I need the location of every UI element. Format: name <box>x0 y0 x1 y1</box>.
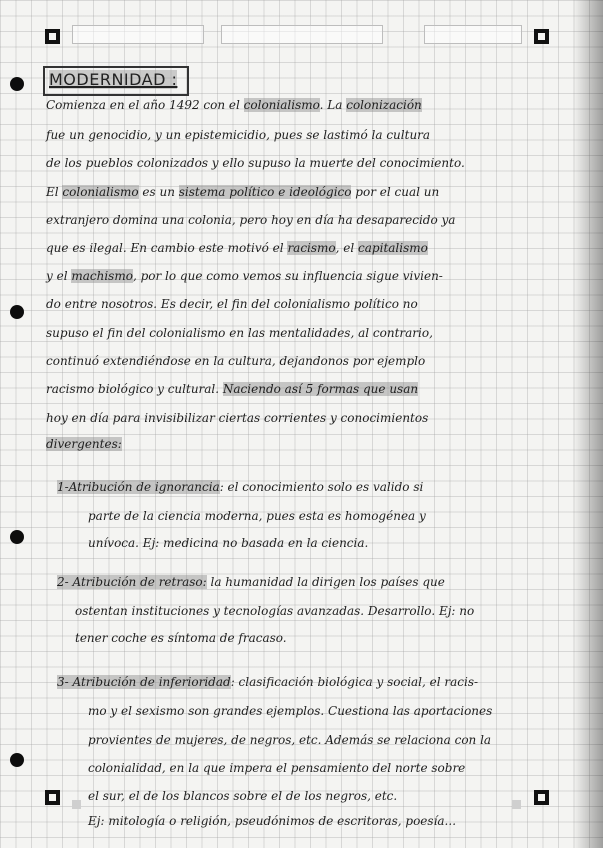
binder-hole-4 <box>10 753 24 767</box>
footer-square-left <box>72 800 81 809</box>
intro-line-5: extranjero domina una colonia, pero hoy en día ha desaparecido ya <box>46 213 456 227</box>
item-3-line-4: colonialidad, en la que impera el pensamiento del norte sobre <box>88 761 466 775</box>
intro-line-6: que es ilegal. En cambio este motivó el racismo, el capitalismo <box>46 241 428 255</box>
corner-marker-top-left <box>45 29 60 44</box>
intro-line-1: Comienza en el año 1492 con el colonialismo. La colonización <box>46 98 422 112</box>
intro-line-9: supuso el fin del colonialismo en las mentalidades, al contrario, <box>46 326 433 340</box>
item-3-line-2: mo y el sexismo son grandes ejemplos. Cuestiona las aportaciones <box>88 704 493 718</box>
binder-hole-2 <box>10 305 24 319</box>
title-box <box>43 66 189 96</box>
item-1-line-2: parte de la ciencia moderna, pues esta es homogénea y <box>88 509 426 523</box>
corner-marker-top-right <box>534 29 549 44</box>
intro-line-4: El colonialismo es un sistema político e ideológico por el cual un <box>46 185 440 199</box>
page-title: MODERNIDAD : <box>49 70 178 89</box>
item-2-line-3: tener coche es síntoma de fracaso. <box>75 631 287 645</box>
item-3-line-1: 3- Atribución de inferioridad: clasificación biológica y social, el racis- <box>57 675 479 689</box>
intro-line-7: y el machismo, por lo que como vemos su influencia sigue vivien- <box>46 269 443 283</box>
intro-line-3: de los pueblos colonizados y ello supuso la muerte del conocimiento. <box>46 156 465 170</box>
corner-marker-bottom-left <box>45 790 60 805</box>
item-1-line-1: 1-Atribución de ignorancia: el conocimiento solo es valido si <box>57 480 424 494</box>
corner-marker-bottom-right <box>534 790 549 805</box>
intro-line-10: continuó extendiéndose en la cultura, dejandonos por ejemplo <box>46 354 426 368</box>
header-box-middle <box>221 25 383 44</box>
header-box-right <box>424 25 522 44</box>
header-box-left <box>72 25 204 44</box>
intro-line-2: fue un genocidio, y un epistemicidio, pues se lastimó la cultura <box>46 128 431 142</box>
binder-hole-3 <box>10 530 24 544</box>
item-1-line-3: unívoca. Ej: medicina no basada en la ciencia. <box>88 536 369 550</box>
item-3-line-5: el sur, el de los blancos sobre el de los negros, etc. <box>88 789 398 803</box>
intro-line-8: do entre nosotros. Es decir, el fin del colonialismo político no <box>46 297 418 311</box>
item-2-line-2: ostentan instituciones y tecnologías avanzadas. Desarrollo. Ej: no <box>75 604 475 618</box>
item-2-line-1: 2- Atribución de retraso: la humanidad la dirigen los países que <box>57 575 445 589</box>
item-3-line-6: Ej: mitología o religión, pseudónimos de escritoras, poesía... <box>88 814 457 828</box>
intro-line-12: hoy en día para invisibilizar ciertas corrientes y conocimientos <box>46 411 429 425</box>
binder-hole-1 <box>10 77 24 91</box>
footer-square-right <box>512 800 521 809</box>
intro-line-11: racismo biológico y cultural. Naciendo así 5 formas que usan <box>46 382 419 396</box>
intro-line-13: divergentes: <box>46 437 122 451</box>
item-3-line-3: provientes de mujeres, de negros, etc. Además se relaciona con la <box>88 733 492 747</box>
